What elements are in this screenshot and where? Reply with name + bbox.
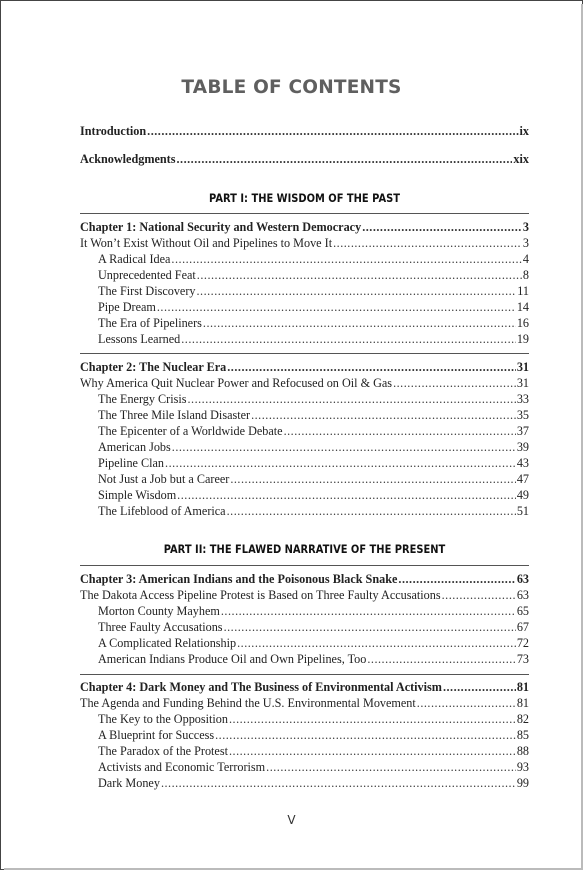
toc-entry[interactable] xyxy=(80,407,529,423)
leader-dots xyxy=(442,587,516,603)
entry-page: 49 xyxy=(516,488,529,502)
entry-page: 31 xyxy=(516,360,529,374)
entry-label: Chapter 3: American Indians and the Poisonous Black Snake xyxy=(80,572,398,586)
toc-entry[interactable] xyxy=(80,695,529,711)
entry-page: 67 xyxy=(516,620,529,634)
entry-label: Acknowledgments xyxy=(80,152,176,166)
entry-label: The First Discovery xyxy=(98,284,196,298)
entry-label: A Complicated Relationship xyxy=(98,636,237,650)
leader-dots xyxy=(221,603,516,619)
entry-page: 99 xyxy=(516,776,529,790)
divider xyxy=(80,674,529,675)
toc-entry[interactable] xyxy=(80,471,529,487)
entry-page: 35 xyxy=(516,408,529,422)
divider xyxy=(80,565,529,566)
toc-entry[interactable] xyxy=(80,587,529,603)
entry-label: Pipe Dream xyxy=(98,300,156,314)
leader-dots xyxy=(181,331,516,347)
leader-dots xyxy=(147,123,518,139)
toc-entry[interactable] xyxy=(80,759,529,775)
entry-page: 88 xyxy=(516,744,529,758)
entry-page: xix xyxy=(513,152,529,166)
leader-dots xyxy=(224,619,516,635)
toc-entry[interactable] xyxy=(80,743,529,759)
entry-label: Introduction xyxy=(80,124,147,138)
entry-page: 72 xyxy=(516,636,529,650)
leader-dots xyxy=(227,503,516,519)
leader-dots xyxy=(177,487,516,503)
toc-entry[interactable] xyxy=(80,711,529,727)
leader-dots xyxy=(266,759,516,775)
page-number: V xyxy=(287,813,296,827)
toc-entry[interactable] xyxy=(80,455,529,471)
entry-page: ix xyxy=(519,124,529,138)
entry-page: 39 xyxy=(516,440,529,454)
toc-entry[interactable] xyxy=(80,487,529,503)
entry-page: 8 xyxy=(522,268,529,282)
leader-dots xyxy=(187,391,515,407)
leader-dots xyxy=(157,299,516,315)
entry-label: Chapter 1: National Security and Western Democracy xyxy=(80,220,362,234)
entry-label: Three Faulty Accusations xyxy=(98,620,223,634)
entry-label: Chapter 2: The Nuclear Era xyxy=(80,360,227,374)
entry-page: 37 xyxy=(516,424,529,438)
leader-dots xyxy=(161,775,516,791)
toc-entry[interactable] xyxy=(80,603,529,619)
toc-entry[interactable] xyxy=(80,391,529,407)
entry-page: 31 xyxy=(516,376,529,390)
entry-page: 85 xyxy=(516,728,529,742)
entry-label: Pipeline Clan xyxy=(98,456,165,470)
entry-label: The Energy Crisis xyxy=(98,392,187,406)
toc-entry[interactable] xyxy=(80,235,529,251)
toc-entry[interactable] xyxy=(80,727,529,743)
entry-label: Chapter 4: Dark Money and The Business of Environmental Activism xyxy=(80,680,442,694)
entry-page: 81 xyxy=(516,680,529,694)
leader-dots xyxy=(197,267,522,283)
leader-dots xyxy=(443,679,516,695)
entry-page: 47 xyxy=(516,472,529,486)
divider xyxy=(80,353,529,354)
leader-dots xyxy=(171,251,521,267)
leader-dots xyxy=(362,219,522,235)
toc-entry[interactable] xyxy=(80,299,529,315)
entry-label: American Indians Produce Oil and Own Pipelines, Too xyxy=(98,652,367,666)
entry-label: A Radical Idea xyxy=(98,252,171,266)
toc-entry[interactable] xyxy=(80,315,529,331)
leader-dots xyxy=(165,455,516,471)
entry-label: Simple Wisdom xyxy=(98,488,177,502)
entry-page: 65 xyxy=(516,604,529,618)
entry-label: Activists and Economic Terrorism xyxy=(98,760,266,774)
entry-label: Why America Quit Nuclear Power and Refocused on Oil & Gas xyxy=(80,376,393,390)
leader-dots xyxy=(229,711,516,727)
entry-page: 93 xyxy=(516,760,529,774)
entry-page: 4 xyxy=(522,252,529,266)
divider xyxy=(80,213,529,214)
entry-page: 63 xyxy=(516,588,529,602)
entry-page: 73 xyxy=(516,652,529,666)
leader-dots xyxy=(227,359,516,375)
entry-page: 33 xyxy=(516,392,529,406)
toc-entry-acknowledgments[interactable] xyxy=(80,151,529,167)
toc-entry-introduction[interactable] xyxy=(80,123,529,139)
entry-label: American Jobs xyxy=(98,440,171,454)
toc-entry[interactable] xyxy=(80,775,529,791)
toc-entry[interactable] xyxy=(80,267,529,283)
entry-page: 43 xyxy=(516,456,529,470)
leader-dots xyxy=(237,635,516,651)
entry-page: 82 xyxy=(516,712,529,726)
entry-label: A Blueprint for Success xyxy=(98,728,215,742)
toc-entry[interactable] xyxy=(80,251,529,267)
entry-label: Dark Money xyxy=(98,776,160,790)
leader-dots xyxy=(417,695,516,711)
leader-dots xyxy=(333,235,522,251)
entry-label: Lessons Learned xyxy=(98,332,181,346)
toc-entry[interactable] xyxy=(80,651,529,667)
toc-entry[interactable] xyxy=(80,635,529,651)
toc-entry[interactable] xyxy=(80,283,529,299)
toc-chapter[interactable] xyxy=(80,359,529,375)
toc-chapter[interactable] xyxy=(80,219,529,235)
leader-dots xyxy=(284,423,516,439)
entry-label: The Lifeblood of America xyxy=(98,504,226,518)
entry-label: The Agenda and Funding Behind the U.S. Environmental Movement xyxy=(80,696,416,710)
leader-dots xyxy=(172,439,516,455)
toc-entry[interactable] xyxy=(80,503,529,519)
entry-label: The Era of Pipeliners xyxy=(98,316,202,330)
entry-page: 3 xyxy=(522,236,529,250)
entry-label: The Paradox of the Protest xyxy=(98,744,228,758)
entry-page: 16 xyxy=(516,316,529,330)
entry-page: 14 xyxy=(516,300,529,314)
leader-dots xyxy=(229,743,516,759)
entry-page: 11 xyxy=(517,284,529,298)
entry-page: 51 xyxy=(516,504,529,518)
toc-entry[interactable] xyxy=(80,331,529,347)
leader-dots xyxy=(251,407,516,423)
entry-label: The Epicenter of a Worldwide Debate xyxy=(98,424,283,438)
leader-dots xyxy=(367,651,515,667)
leader-dots xyxy=(230,471,515,487)
toc-entry[interactable] xyxy=(80,423,529,439)
entry-label: The Key to the Opposition xyxy=(98,712,228,726)
toc-chapter[interactable] xyxy=(80,679,529,695)
part-heading: PART II: THE FLAWED NARRATIVE OF THE PRESENT xyxy=(163,542,446,556)
entry-label: Unprecedented Feat xyxy=(98,268,196,282)
part-heading: PART I: THE WISDOM OF THE PAST xyxy=(209,191,400,205)
toc-entry[interactable] xyxy=(80,619,529,635)
toc-entry[interactable] xyxy=(80,375,529,391)
entry-label: It Won’t Exist Without Oil and Pipelines to Move It xyxy=(80,236,333,250)
entry-label: Morton County Mayhem xyxy=(98,604,220,618)
leader-dots xyxy=(398,571,515,587)
entry-page: 3 xyxy=(522,220,529,234)
entry-page: 63 xyxy=(516,572,529,586)
entry-page: 19 xyxy=(516,332,529,346)
leader-dots xyxy=(215,727,516,743)
entry-label: The Three Mile Island Disaster xyxy=(98,408,251,422)
toc-entry[interactable] xyxy=(80,439,529,455)
leader-dots xyxy=(176,151,512,167)
page-title: TABLE OF CONTENTS xyxy=(181,77,402,98)
entry-page: 81 xyxy=(516,696,529,710)
entry-label: Not Just a Job but a Career xyxy=(98,472,230,486)
leader-dots xyxy=(196,283,516,299)
toc-chapter[interactable] xyxy=(80,571,529,587)
leader-dots xyxy=(203,315,516,331)
entry-label: The Dakota Access Pipeline Protest is Based on Three Faulty Accusations xyxy=(80,588,441,602)
leader-dots xyxy=(393,375,516,391)
